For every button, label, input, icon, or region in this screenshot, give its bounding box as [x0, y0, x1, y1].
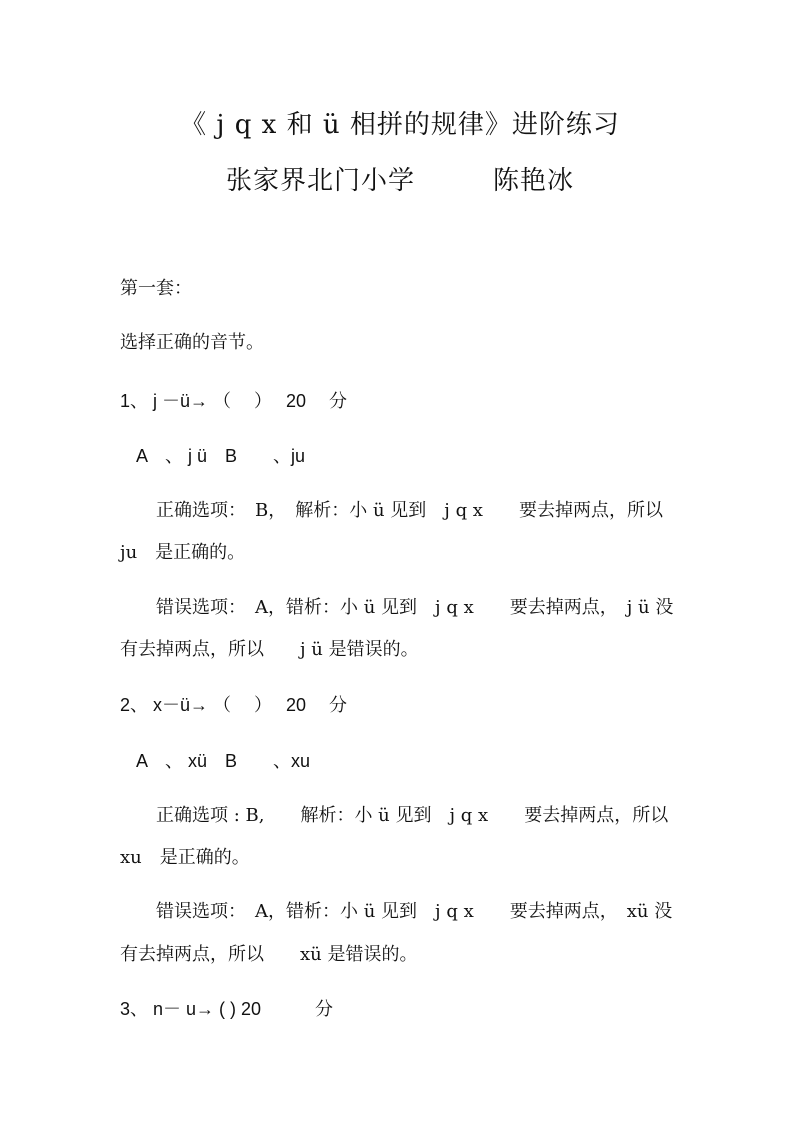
school-name: 张家界北门小学 — [225, 166, 415, 196]
question-2-wrong-explanation: 错误选项： A，错析：小 ü 见到 j q x 要去掉两点， xü 没 — [156, 901, 673, 922]
question-1-wrong-explanation-cont: 有去掉两点，所以 j ü 是错误的。 — [120, 639, 419, 660]
question-1-correct-explanation-cont: ju 是正确的。 — [120, 542, 246, 563]
question-2-stem: 2、 x－ü→ （ ） 20 分 — [120, 695, 348, 715]
document-title: 《 j q x 和 ü 相拼的规律》进阶练习 — [180, 110, 620, 140]
document-subtitle — [0, 160, 800, 197]
question-2-wrong-explanation-cont: 有去掉两点，所以 xü 是错误的。 — [120, 944, 418, 965]
question-1-correct-explanation: 正确选项： B， 解析：小 ü 见到 j q x 要去掉两点，所以 — [156, 500, 663, 521]
question-2-correct-explanation: 正确选项 : B, 解析：小 ü 见到 j q x 要去掉两点，所以 — [156, 805, 669, 826]
instruction: 选择正确的音节。 — [120, 332, 264, 353]
question-1-options: A 、 j ü B 、ju — [136, 446, 306, 466]
question-2-options: A 、 xü B 、xu — [136, 751, 311, 771]
question-1-stem: 1、 j －ü→ （ ） 20 分 — [120, 391, 348, 411]
author-name: 陈艳冰 — [493, 166, 575, 196]
question-1-wrong-explanation: 错误选项： A，错析：小 ü 见到 j q x 要去掉两点， j ü 没 — [156, 597, 674, 618]
set-label: 第一套： — [120, 278, 192, 299]
question-3-stem: 3、 n－ u→ ( ) 20 分 — [120, 999, 334, 1019]
question-2-correct-explanation-cont: xu 是正确的。 — [120, 847, 250, 868]
